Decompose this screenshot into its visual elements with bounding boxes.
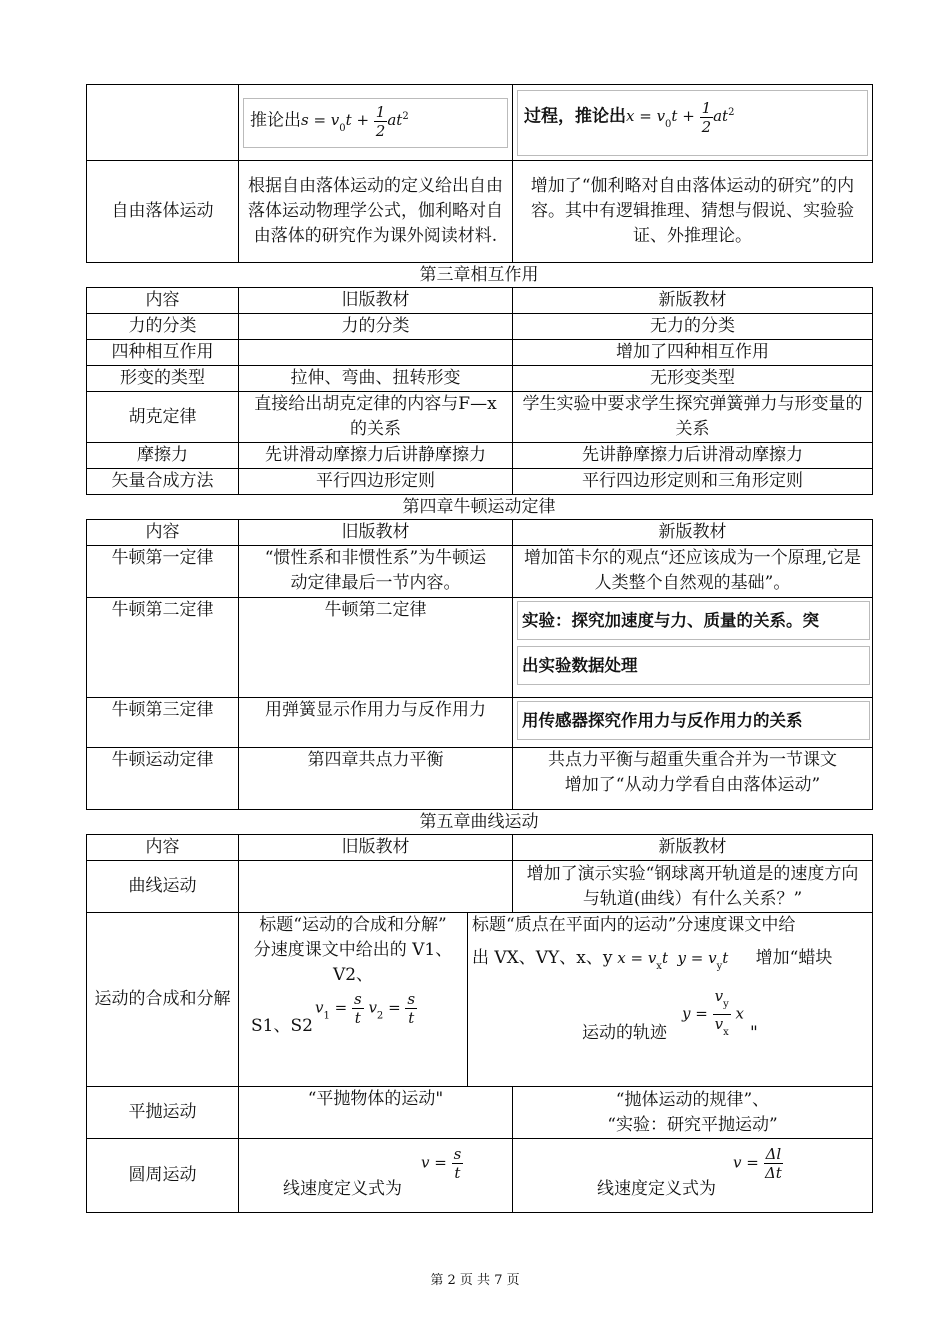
chapter4-title: 第四章牛顿运动定律 — [402, 497, 556, 517]
new-textbook-cell: 无形变类型 — [513, 366, 873, 392]
table-header-row — [87, 835, 873, 861]
cell-line: 共点力平衡与超重失重合并为一节课文 — [548, 750, 837, 770]
displacement-formula-s: $s = v_0t$ + $\frac{1}{2}$ $at^2$ — [301, 102, 409, 140]
table-row — [87, 598, 873, 698]
cell-text: 线速度定义式为 — [597, 1179, 716, 1199]
table-row — [87, 546, 873, 598]
linear-velocity-formula-old: v = $\frac{s}{t}$ — [421, 1145, 462, 1182]
formula-box — [517, 90, 868, 156]
cell-text: 增加“蜡块 — [755, 948, 833, 968]
content-cell: 牛顿第三定律 — [87, 698, 239, 748]
cell-line: “抛体运动的规律”、 — [615, 1089, 770, 1110]
old-textbook-cell: “惯性系和非惯性系”为牛顿运动定律最后一节内容。 — [239, 546, 513, 598]
chapter3-table — [86, 287, 873, 495]
table-row — [87, 85, 873, 161]
content-cell: 牛顿第二定律 — [87, 598, 239, 698]
cell-text: S1、S2 — [251, 1016, 313, 1036]
component-formulas: $x = v_xt$ $y = v_yt$ — [612, 949, 729, 972]
content-cell: 四种相互作用 — [87, 340, 239, 366]
velocity-formula-line — [245, 988, 461, 1040]
table-row — [87, 1139, 873, 1213]
table-cell — [239, 85, 513, 161]
content-cell: 牛顿运动定律 — [87, 748, 239, 810]
cell-text: " — [750, 1023, 758, 1043]
cell-text: 出 VX、VY、x、y — [472, 948, 613, 968]
new-textbook-cell: 先讲静摩擦力后讲滑动摩擦力 — [513, 443, 873, 469]
table-row — [87, 314, 873, 340]
old-textbook-cell: 力的分类 — [239, 314, 513, 340]
table-cell — [513, 85, 873, 161]
table-row — [87, 340, 873, 366]
new-textbook-cell — [513, 748, 873, 810]
old-textbook-cell: “平抛物体的运动" — [239, 1087, 513, 1139]
content-cell: 矢量合成方法 — [87, 469, 239, 495]
header-new: 新版教材 — [513, 835, 873, 861]
header-new: 新版教材 — [513, 520, 873, 546]
chapter5-title: 第五章曲线运动 — [419, 812, 539, 832]
displacement-formula-x: $x = v_0t$ + $\frac{1}{2}$ $at^2$ — [626, 98, 735, 136]
old-textbook-cell: 用弹簧显示作用力与反作用力 — [239, 698, 513, 748]
new-textbook-cell: 增加了演示实验“钢球离开轨道是的速度方向与轨道(曲线）有什么关系？” — [513, 861, 873, 913]
experiment-text-box: 出实验数据处理 — [517, 646, 870, 685]
table-row — [87, 1087, 873, 1139]
new-textbook-cell: 增加了“伽利略对自由落体运动的研究”的内容。其中有逻辑推理、猜想与假说、实验验证、外推理论。 — [513, 161, 873, 263]
content-cell: 平抛运动 — [87, 1087, 239, 1139]
linear-velocity-formula-new: v = $\frac{\Delta l}{\Delta t}$ — [733, 1145, 782, 1182]
cell-text: 运动的轨迹 — [582, 1023, 667, 1043]
new-textbook-cell: 学生实验中要求学生探究弹簧弹力与形变量的关系 — [513, 392, 873, 443]
cell-line-with-formula — [472, 946, 868, 979]
header-old: 旧版教材 — [239, 520, 513, 546]
header-old: 旧版教材 — [239, 288, 513, 314]
header-content: 内容 — [87, 520, 239, 546]
new-textbook-cell — [513, 698, 873, 748]
new-textbook-cell — [468, 913, 873, 1087]
content-cell: 曲线运动 — [87, 861, 239, 913]
table-row — [87, 161, 873, 263]
formula-prefix: 过程，推论出 — [524, 106, 626, 126]
formula-box — [243, 98, 508, 148]
old-textbook-cell: 根据自由落体运动的定义给出自由落体运动物理学公式，伽利略对自由落体的研究作为课外阅读材料. — [239, 161, 513, 263]
new-textbook-cell — [513, 1139, 873, 1213]
velocity-formulas-v1-v2: $v_1$ = $\frac{s}{t}$ $v_2$ = $\frac{s}{t}$ — [315, 990, 416, 1027]
table-row — [87, 748, 873, 810]
experiment-text-box: 实验：探究加速度与力、质量的关系。突 — [517, 601, 870, 640]
content-cell: 圆周运动 — [87, 1139, 239, 1213]
old-textbook-cell: 第四章共点力平衡 — [239, 748, 513, 810]
formula-prefix: 推论出 — [250, 110, 301, 130]
table-header-row — [87, 288, 873, 314]
content-cell: 力的分类 — [87, 314, 239, 340]
cell-line: 标题“质点在平面内的运动”分速度课文中给 — [472, 915, 796, 935]
content-cell: 运动的合成和分解 — [87, 913, 239, 1087]
cell-text: 线速度定义式为 — [283, 1179, 402, 1199]
content-cell: 形变的类型 — [87, 366, 239, 392]
cell-line: 标题“运动的合成和分解” — [259, 915, 447, 935]
header-content: 内容 — [87, 288, 239, 314]
new-textbook-cell: 增加了四种相互作用 — [513, 340, 873, 366]
table-row — [87, 366, 873, 392]
header-old: 旧版教材 — [239, 835, 513, 861]
cell-line: 增加了“从动力学看自由落体运动” — [564, 775, 821, 795]
table-row — [87, 913, 873, 1087]
table-row — [87, 443, 873, 469]
new-textbook-cell: 增加笛卡尔的观点“还应该成为一个原理,它是人类整个自然观的基础”。 — [513, 546, 873, 598]
old-textbook-cell — [239, 913, 468, 1087]
old-textbook-cell — [239, 861, 513, 913]
chapter2-continuation-table — [86, 84, 873, 263]
cell-line: “实验：研究平抛运动” — [607, 1114, 778, 1135]
trajectory-line — [472, 983, 868, 1053]
new-textbook-cell: 无力的分类 — [513, 314, 873, 340]
old-textbook-cell — [239, 340, 513, 366]
old-textbook-cell: 先讲滑动摩擦力后讲静摩擦力 — [239, 443, 513, 469]
trajectory-formula: y = $\frac{v_y}{v_x}$ x — [682, 987, 744, 1038]
table-row — [87, 469, 873, 495]
old-textbook-cell: 牛顿第二定律 — [239, 598, 513, 698]
experiment-text-box: 用传感器探究作用力与反作用力的关系 — [517, 701, 870, 740]
content-cell: 牛顿第一定律 — [87, 546, 239, 598]
document-page — [86, 84, 872, 1213]
old-textbook-cell: 直接给出胡克定律的内容与F—x 的关系 — [239, 392, 513, 443]
header-content: 内容 — [87, 835, 239, 861]
table-row — [87, 698, 873, 748]
chapter5-table — [86, 834, 873, 1213]
table-header-row — [87, 520, 873, 546]
header-new: 新版教材 — [513, 288, 873, 314]
old-textbook-cell — [239, 1139, 513, 1213]
new-textbook-cell — [513, 598, 873, 698]
content-cell: 摩擦力 — [87, 443, 239, 469]
chapter4-table — [86, 519, 873, 810]
table-row — [87, 392, 873, 443]
table-row — [87, 861, 873, 913]
new-textbook-cell — [513, 1087, 873, 1139]
old-textbook-cell: 平行四边形定则 — [239, 469, 513, 495]
table-cell — [87, 85, 239, 161]
page-number-footer: 第 2 页 共 7 页 — [430, 1273, 520, 1288]
content-cell: 自由落体运动 — [87, 161, 239, 263]
chapter3-title: 第三章相互作用 — [419, 265, 539, 285]
new-textbook-cell: 平行四边形定则和三角形定则 — [513, 469, 873, 495]
cell-line: 分速度课文中给出的 V1、V2、 — [253, 940, 453, 985]
content-cell: 胡克定律 — [87, 392, 239, 443]
old-textbook-cell: 拉伸、弯曲、扭转形变 — [239, 366, 513, 392]
